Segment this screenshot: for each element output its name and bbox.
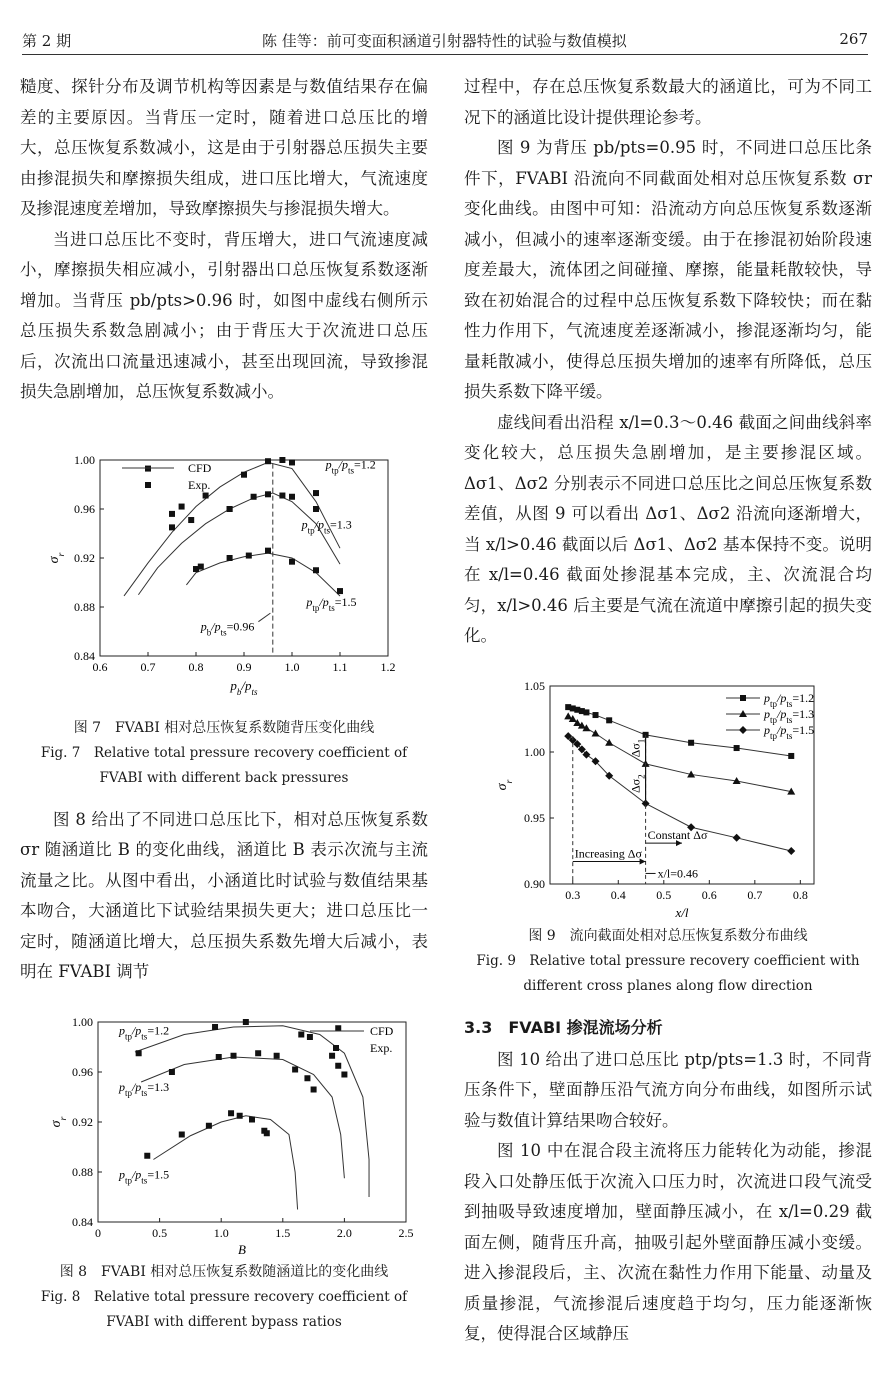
exp-point [231,1052,237,1058]
figure-7-caption-en-1: Fig. 7 Relative total pressure recovery coefficient of [40,744,408,761]
left-paragraph-2: 当进口总压比不变时，背压增大，进口气流速度减小，摩擦损失相应减小，引射器出口总压恢复系数逐渐增加。当背压 pb/pts>0.96 时，如图中虚线右侧所示总压损失系数急剧减小；由于背压大于次流进口总压后，次流出口流量迅速减小，甚至出现回流，导致掺混损失急剧增加，总压恢复系数减小。 [20,229,428,401]
exp-point [313,490,319,496]
cfd-curve-3 [186,553,340,596]
exp-point [251,493,257,499]
data-point [593,712,599,718]
legend-marker [740,695,746,701]
exp-point [144,1152,150,1158]
x-tick-label: 2.5 [398,1225,414,1240]
label-series-2: $p_{tp}/p_{ts}=1.3$ [118,1079,170,1098]
x-tick-label: 0.9 [236,659,252,674]
cfd-curve-2 [138,493,340,595]
data-point [605,738,613,745]
y-tick-label: 0.92 [72,1114,93,1129]
legend-label: $p_{tp}/p_{ts}=1.2$ [764,690,815,709]
y-tick-label: 1.05 [524,678,545,693]
figure-8-chart [20,1014,428,1260]
y-tick-label: 1.00 [524,744,545,759]
y-tick-label: 0.90 [524,876,545,891]
legend-exp-label: Exp. [370,1040,393,1055]
x-tick-label: 1.0 [284,659,300,674]
y-tick-label: 0.96 [74,501,95,516]
data-point [734,745,740,751]
x-tick-label: 0.4 [610,887,626,902]
exp-point [329,1052,335,1058]
delta-1-label: $\Delta\sigma_1$ [628,738,647,757]
figure-7-caption-en-2: FVABI with different back pressures [99,769,349,786]
running-header [22,26,868,55]
exp-point [145,465,151,471]
exp-point [274,1052,280,1058]
data-point [787,847,795,855]
cfd-curve-3 [153,1115,297,1209]
vline-pointer [258,613,270,622]
exp-point [279,492,285,498]
figure-8-caption [20,1260,428,1335]
exp-point [335,1062,341,1068]
x-tick-label: 0.5 [152,1225,168,1240]
x-tick-label: 1.0 [213,1225,229,1240]
x-tick-label: 0.7 [140,659,156,674]
xl-label: x/l=0.46 [657,865,699,880]
right-paragraph-1: 过程中，存在总压恢复系数最大的涵道比，可为不同工况下的涵道比设计提供理论参考。 [464,77,872,127]
figure-8-caption-en-2: FVABI with different bypass ratios [106,1313,342,1330]
exp-point [169,1069,175,1075]
exp-point [241,471,247,477]
legend-label: $p_{tp}/p_{ts}=1.5$ [764,722,815,741]
x-axis-label: x/l [675,904,689,920]
y-axis-label: $\sigma_r$ [47,552,67,563]
left-paragraph-3: 图 8 给出了不同进口总压比下，相对总压恢复系数 σr 随涵道比 B 的变化曲线，涵道比 B 表示次流与主流流量之比。从图中看出，小涵道比时试验与数值结果基本吻合，大涵道比下试验结果损失更大；进口总压比一定时，随涵道比增大，总压损失系数先增大后减小，表明在 FVABI 调节 [20,809,428,981]
exp-point [335,1025,341,1031]
exp-point [228,1110,234,1116]
exp-point [313,506,319,512]
data-point [583,709,589,715]
right-paragraph-2: 图 9 为背压 pb/pts=0.95 时，不同进口总压比条件下，FVABI 沿流向不同截面处相对总压恢复系数 σr 变化曲线。由图中可知：沿流动方向总压恢复系数逐渐减小，但减小的速率逐渐变缓。由于在掺混初始阶段速度差最大，流体团之间碰撞、摩擦，能量耗散较快，导致在初始混合的过程中总压恢复系数下降较快；而在黏性力作用下，气流速度差逐渐减小，掺混逐渐均匀，能量耗散减小，使得总压损失增加的速率有所降低，总压损失系数下降平缓。 [464,138,872,401]
exp-point [341,1071,347,1077]
label-series-2: $p_{tp}/p_{ts}=1.3$ [301,517,352,536]
x-tick-label: 0.6 [92,659,108,674]
constant-label: Constant Δσ [647,827,708,842]
exp-point [136,1050,142,1056]
data-point [788,752,794,758]
figure-7-caption [20,716,428,791]
exp-point [216,1054,222,1060]
figure-8 [20,1014,428,1260]
exp-point [227,506,233,512]
x-tick-label: 0.8 [188,659,204,674]
x-tick-label: 0.8 [792,887,808,902]
cfd-curve-1 [135,1025,369,1196]
label-series-1: $p_{tp}/p_{ts}=1.2$ [118,1023,170,1041]
exp-point [289,459,295,465]
legend-marker [739,726,747,734]
exp-point [169,524,175,530]
exp-point [206,1122,212,1128]
y-tick-label: 1.00 [74,452,95,467]
page-number: 267 [839,30,868,48]
exp-point [212,1024,218,1030]
y-tick-label: 0.96 [72,1064,93,1079]
y-tick-label: 0.92 [74,550,95,565]
exp-point [292,1066,298,1072]
figure-7 [20,450,428,716]
legend-cfd-label: CFD [370,1023,394,1038]
x-tick-label: 0.5 [656,887,672,902]
exp-point [337,588,343,594]
increasing-label: Increasing Δσ [574,846,642,861]
figure-9 [464,676,872,924]
exp-point [246,552,252,558]
series-line-2 [568,716,791,791]
exp-point [311,1086,317,1092]
left-paragraph-1: 糙度、探针分布及调节机构等因素是与数值结果存在偏差的主要原因。当背压一定时，随着进口总压比的增大，总压恢复系数减小，这是由于引射器总压损失主要由掺混损失和摩擦损失组成，进口压比增大，气流速度及掺混速度差增加，导致摩擦损失与掺混损失增大。 [20,77,428,218]
exp-point [313,567,319,573]
y-tick-label: 1.00 [72,1014,93,1029]
x-tick-label: 1.5 [275,1225,291,1240]
x-axis-label: B [238,1241,246,1257]
x-axis-label: $p_b/p_{ts}$ [230,677,258,697]
figure-7-chart [20,450,428,716]
x-tick-label: 0 [95,1225,101,1240]
right-column [464,72,872,1350]
data-point [606,717,612,723]
legend-label: $p_{tp}/p_{ts}=1.3$ [764,706,815,725]
exp-point [289,558,295,564]
exp-point [179,503,185,509]
cfd-curve-2 [141,1057,344,1178]
exp-point [298,1031,304,1037]
x-tick-label: 2.0 [336,1225,352,1240]
x-tick-label: 0.6 [701,887,717,902]
legend-exp-marker [333,1045,339,1051]
running-title: 陈 佳等：前可变面积涵道引射器特性的试验与数值模拟 [262,32,627,50]
label-series-1: $p_{tp}/p_{ts}=1.2$ [325,457,376,476]
data-point [733,833,741,841]
figure-9-caption-en-2: different cross planes along flow direction [523,977,813,994]
data-point [592,729,600,736]
label-series-3: $p_{tp}/p_{ts}=1.5$ [118,1166,170,1185]
exp-point [237,1112,243,1118]
right-paragraph-4: 图 10 给出了进口总压比 ptp/pts=1.3 时，不同背压条件下，壁面静压沿气流方向分布曲线，如图所示试验与数值计算结果吻合较好。 [464,1049,872,1130]
y-tick-label: 0.84 [72,1214,93,1229]
exp-point [243,1019,249,1025]
exp-point [227,555,233,561]
y-tick-label: 0.88 [72,1164,93,1179]
exp-point [265,547,271,553]
exp-point [249,1116,255,1122]
y-tick-label: 0.84 [74,648,95,663]
exp-point [264,1130,270,1136]
exp-point [198,563,204,569]
exp-point [203,492,209,498]
legend-exp-marker [145,482,151,488]
exp-point [304,1075,310,1081]
label-vline: $p_b/p_{ts}=0.96$ [200,618,255,637]
x-tick-label: 0.7 [747,887,763,902]
exp-point [265,458,271,464]
issue-number: 第 2 期 [22,32,72,50]
figure-9-caption [464,924,872,999]
exp-point [289,493,295,499]
x-tick-label: 1.1 [332,659,348,674]
section-heading-3-3: 3.3 FVABI 掺混流场分析 [464,1017,663,1037]
right-paragraph-3: 虚线间看出沿程 x/l=0.3～0.46 截面之间曲线斜率变化较大，总压损失急剧增加，是主要掺混区域。Δσ1、Δσ2 分别表示不同进口总压比之间总压恢复系数差值，从图 9 可以看出 Δσ1、Δσ2 沿流向逐渐增大，当 x/l>0.46 截面以后 Δσ1、Δσ2 基本保持不变。说明在 x/l=0.46 截面处掺混基本完成，主、次流混合均匀，x/l>0.46 后主要是气流在流道中摩擦引起的损失变化。 [464,412,872,645]
exp-point [307,1034,313,1040]
figure-7-caption-cn: 图 7 FVABI 相对总压恢复系数随背压变化曲线 [73,719,375,736]
figure-9-chart [464,676,872,924]
x-tick-label: 1.2 [380,659,396,674]
right-paragraph-5: 图 10 中在混合段主流将压力能转化为动能，掺混段入口处静压低于次流入口压力时，次流进口段气流受到抽吸导致速度增加，壁面静压减小，在 x/l=0.29 截面左侧，随背压升高，抽吸引起外壁面静压减小变缓。进入掺混段后，主、次流在黏性力作用下能量、动量及质量掺混，气流掺混后速度趋于均匀，压力能逐渐恢复，使得混合区域静压 [464,1141,872,1343]
exp-point [188,517,194,523]
left-column [20,72,428,1335]
delta-2-label: $\Delta\sigma_2$ [628,773,647,793]
figure-8-caption-cn: 图 8 FVABI 相对总压恢复系数随涵道比的变化曲线 [59,1263,389,1280]
y-tick-label: 0.95 [524,810,545,825]
y-axis-label: $\sigma_r$ [49,1116,69,1127]
legend-cfd-label: CFD [188,460,212,475]
figure-9-caption-cn: 图 9 流向截面处相对总压恢复系数分布曲线 [528,927,808,944]
x-tick-label: 0.3 [565,887,581,902]
exp-point [169,510,175,516]
figure-9-caption-en-1: Fig. 9 Relative total pressure recovery coefficient with [476,952,860,969]
figure-8-caption-en-1: Fig. 8 Relative total pressure recovery coefficient of [40,1288,408,1305]
exp-point [179,1131,185,1137]
exp-point [279,457,285,463]
y-tick-label: 0.88 [74,599,95,614]
exp-point [255,1050,261,1056]
y-axis-label: $\sigma_r$ [495,779,515,790]
label-series-3: $p_{tp}/p_{ts}=1.5$ [306,594,357,613]
data-point [688,739,694,745]
exp-point [265,491,271,497]
legend-exp-label: Exp. [188,477,211,492]
